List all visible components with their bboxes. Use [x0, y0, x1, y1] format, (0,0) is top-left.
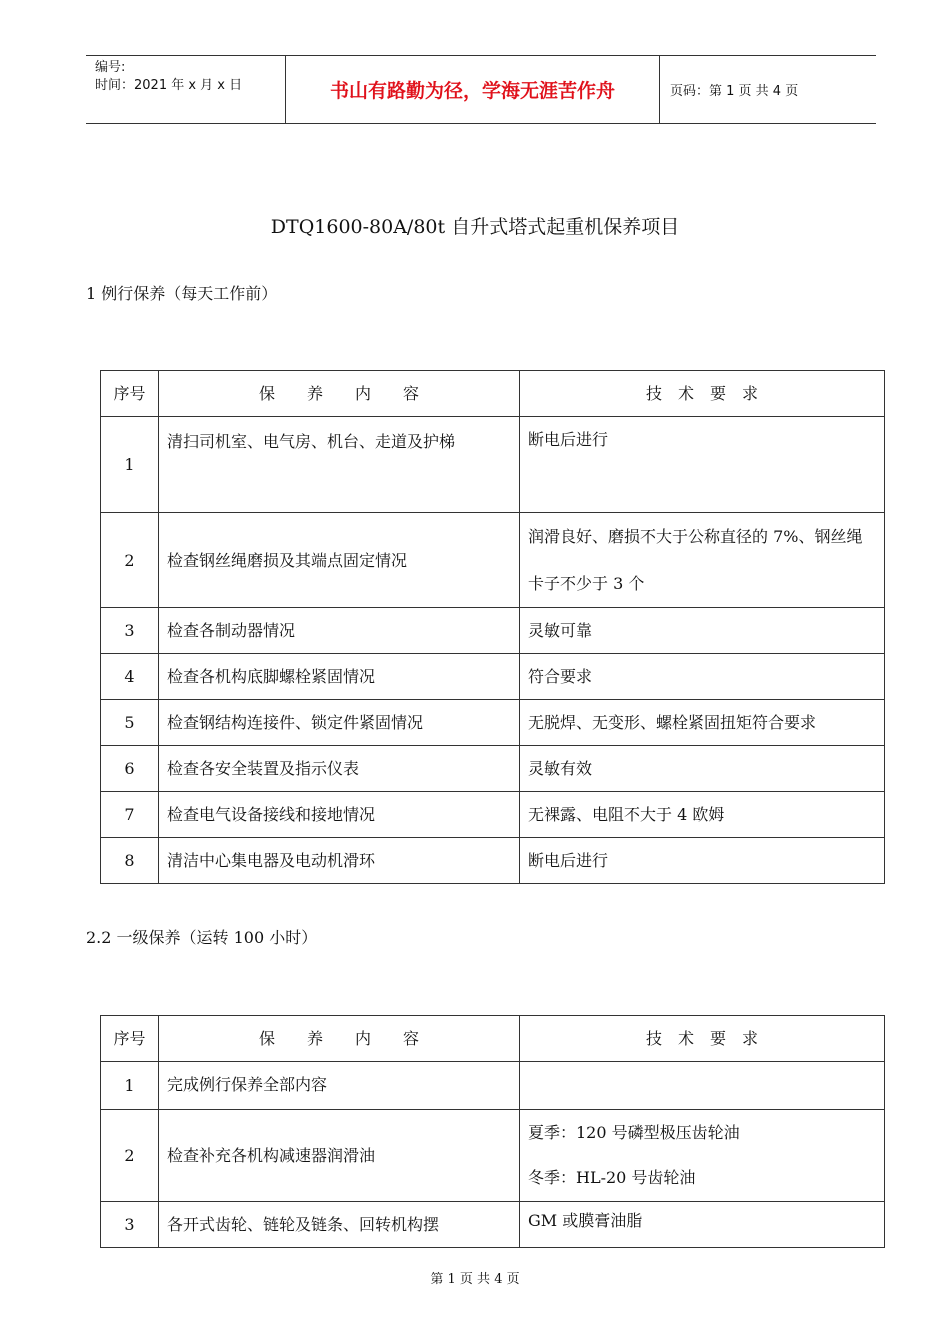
row-content: 检查钢结构连接件、锁定件紧固情况	[159, 700, 520, 746]
row-content: 清扫司机室、电气房、机台、走道及护梯	[159, 417, 520, 513]
col-header-content: 保 养 内 容	[159, 371, 520, 417]
table-row	[101, 608, 885, 654]
table-row	[101, 1202, 885, 1248]
row-no: 3	[101, 608, 159, 654]
col-header-content: 保 养 内 容	[159, 1016, 520, 1062]
requirement-line: 冬季：HL-20 号齿轮油	[528, 1168, 696, 1187]
row-requirement: 灵敏有效	[520, 746, 885, 792]
table-row	[101, 746, 885, 792]
row-no: 6	[101, 746, 159, 792]
row-no: 4	[101, 654, 159, 700]
row-requirement: 断电后进行	[520, 838, 885, 884]
header-motto: 书山有路勤为径，学海无涯苦作舟	[286, 56, 660, 123]
row-content: 检查补充各机构减速器润滑油	[159, 1110, 520, 1202]
row-no: 1	[101, 417, 159, 513]
row-no: 7	[101, 792, 159, 838]
col-header-no: 序号	[101, 1016, 159, 1062]
row-content: 完成例行保养全部内容	[159, 1062, 520, 1110]
number-label: 编号:	[95, 60, 126, 75]
table-row	[101, 700, 885, 746]
row-content: 检查电气设备接线和接地情况	[159, 792, 520, 838]
time-label: 时间：2021 年 x 月 x 日	[95, 78, 243, 93]
row-no: 2	[101, 513, 159, 608]
row-content: 检查钢丝绳磨损及其端点固定情况	[159, 513, 520, 608]
row-requirement	[520, 1110, 885, 1202]
section-1-heading: 1 例行保养（每天工作前）	[86, 284, 278, 303]
col-header-requirement: 技 术 要 求	[520, 371, 885, 417]
table-row	[101, 792, 885, 838]
col-header-no: 序号	[101, 371, 159, 417]
row-requirement	[520, 1062, 885, 1110]
table-row	[101, 417, 885, 513]
row-content: 检查各制动器情况	[159, 608, 520, 654]
table-header-row	[101, 1016, 885, 1062]
row-requirement: 灵敏可靠	[520, 608, 885, 654]
row-no: 2	[101, 1110, 159, 1202]
table-row	[101, 1062, 885, 1110]
table-row	[101, 838, 885, 884]
row-content: 清洁中心集电器及电动机滑环	[159, 838, 520, 884]
requirement-line: 夏季：120 号磷型极压齿轮油	[528, 1123, 740, 1142]
row-no: 1	[101, 1062, 159, 1110]
table-row	[101, 1110, 885, 1202]
row-requirement: 符合要求	[520, 654, 885, 700]
row-requirement: GM 或膜膏油脂	[520, 1202, 885, 1248]
document-title: DTQ1600-80A/80t 自升式塔式起重机保养项目	[270, 216, 680, 238]
page-header	[86, 55, 876, 124]
row-requirement: 润滑良好、磨损不大于公称直径的 7%、钢丝绳卡子不少于 3 个	[520, 513, 885, 608]
row-no: 3	[101, 1202, 159, 1248]
row-content: 各开式齿轮、链轮及链条、回转机构摆	[159, 1202, 520, 1248]
row-requirement: 无脱焊、无变形、螺栓紧固扭矩符合要求	[520, 700, 885, 746]
row-no: 5	[101, 700, 159, 746]
row-requirement: 断电后进行	[520, 417, 885, 513]
row-no: 8	[101, 838, 159, 884]
header-page-info: 页码：第 1 页 共 4 页	[670, 84, 799, 99]
page-footer: 第 1 页 共 4 页	[430, 1272, 520, 1287]
row-content: 检查各机构底脚螺栓紧固情况	[159, 654, 520, 700]
col-header-requirement: 技 术 要 求	[520, 1016, 885, 1062]
first-level-maintenance-table	[100, 1015, 885, 1248]
row-requirement: 无裸露、电阻不大于 4 欧姆	[520, 792, 885, 838]
row-content: 检查各安全装置及指示仪表	[159, 746, 520, 792]
table-row	[101, 654, 885, 700]
routine-maintenance-table	[100, 370, 885, 884]
table-row	[101, 513, 885, 608]
section-2-heading: 2.2 一级保养（运转 100 小时）	[86, 928, 318, 947]
header-meta	[86, 56, 286, 123]
table-header-row	[101, 371, 885, 417]
